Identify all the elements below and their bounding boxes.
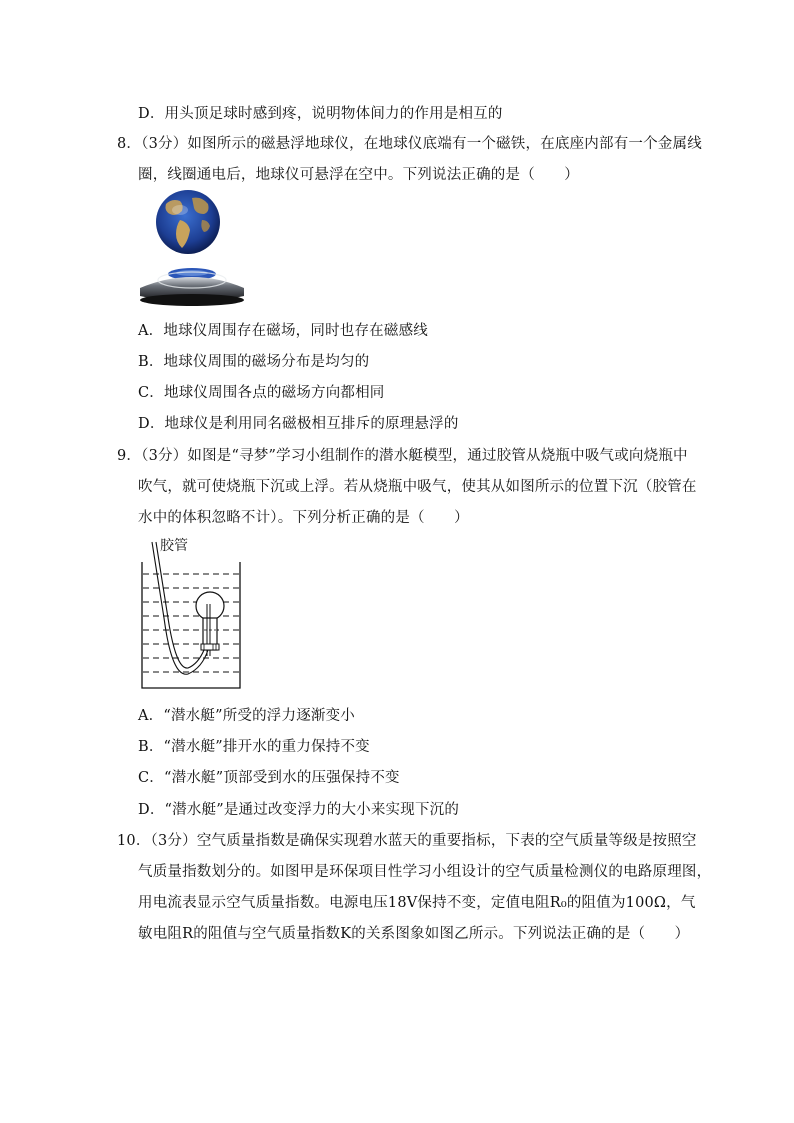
- q9-stem-line3: 水中的体积忽略不计）。下列分析正确的是（ ）: [138, 510, 469, 526]
- q10-stem-line3: 用电流表显示空气质量指数。电源电压18V保持不变，定值电阻R₀的阻值为100Ω，气: [138, 895, 696, 911]
- q9-stem-line1: 9．（3分）如图是“寻梦”学习小组制作的潜水艇模型，通过胶管从烧瓶中吸气或向烧瓶中: [117, 448, 688, 464]
- q10-stem-line4: 敏电阻R的阻值与空气质量指数K的关系图象如图乙所示。下列说法正确的是（ ）: [138, 926, 690, 942]
- q9-option-c: C．“潜水艇”顶部受到水的压强保持不变: [138, 770, 400, 786]
- maglev-globe-image: [136, 190, 250, 308]
- q8-option-a: A．地球仪周围存在磁场，同时也存在磁感线: [138, 323, 428, 339]
- q9-option-a: A．“潜水艇”所受的浮力逐渐变小: [138, 708, 355, 724]
- q10-stem-line2: 气质量指数划分的。如图甲是环保项目性学习小组设计的空气质量检测仪的电路原理图，: [138, 864, 712, 880]
- q7-option-d: D．用头顶足球时感到疼，说明物体间力的作用是相互的: [138, 106, 503, 122]
- tube-label: 胶管: [160, 538, 188, 554]
- q8-stem-line2: 圈，线圈通电后，地球仪可悬浮在空中。下列说法正确的是（ ）: [138, 167, 579, 183]
- q9-option-d: D．“潜水艇”是通过改变浮力的大小来实现下沉的: [138, 802, 460, 818]
- q10-stem-line1: 10．（3分）空气质量指数是确保实现碧水蓝天的重要指标，下表的空气质量等级是按照空: [117, 833, 697, 849]
- submarine-model-diagram: [140, 538, 244, 692]
- q9-stem-line2: 吹气，就可使烧瓶下沉或上浮。若从烧瓶中吸气，使其从如图所示的位置下沉（胶管在: [138, 479, 697, 495]
- q8-stem-line1: 8．（3分）如图所示的磁悬浮地球仪，在地球仪底端有一个磁铁，在底座内部有一个金属线: [117, 136, 702, 152]
- q9-option-b: B．“潜水艇”排开水的重力保持不变: [138, 739, 370, 755]
- q8-option-c: C．地球仪周围各点的磁场方向都相同: [138, 385, 385, 401]
- q8-option-d: D．地球仪是利用同名磁极相互排斥的原理悬浮的: [138, 416, 459, 432]
- q8-option-b: B．地球仪周围的磁场分布是均匀的: [138, 354, 370, 370]
